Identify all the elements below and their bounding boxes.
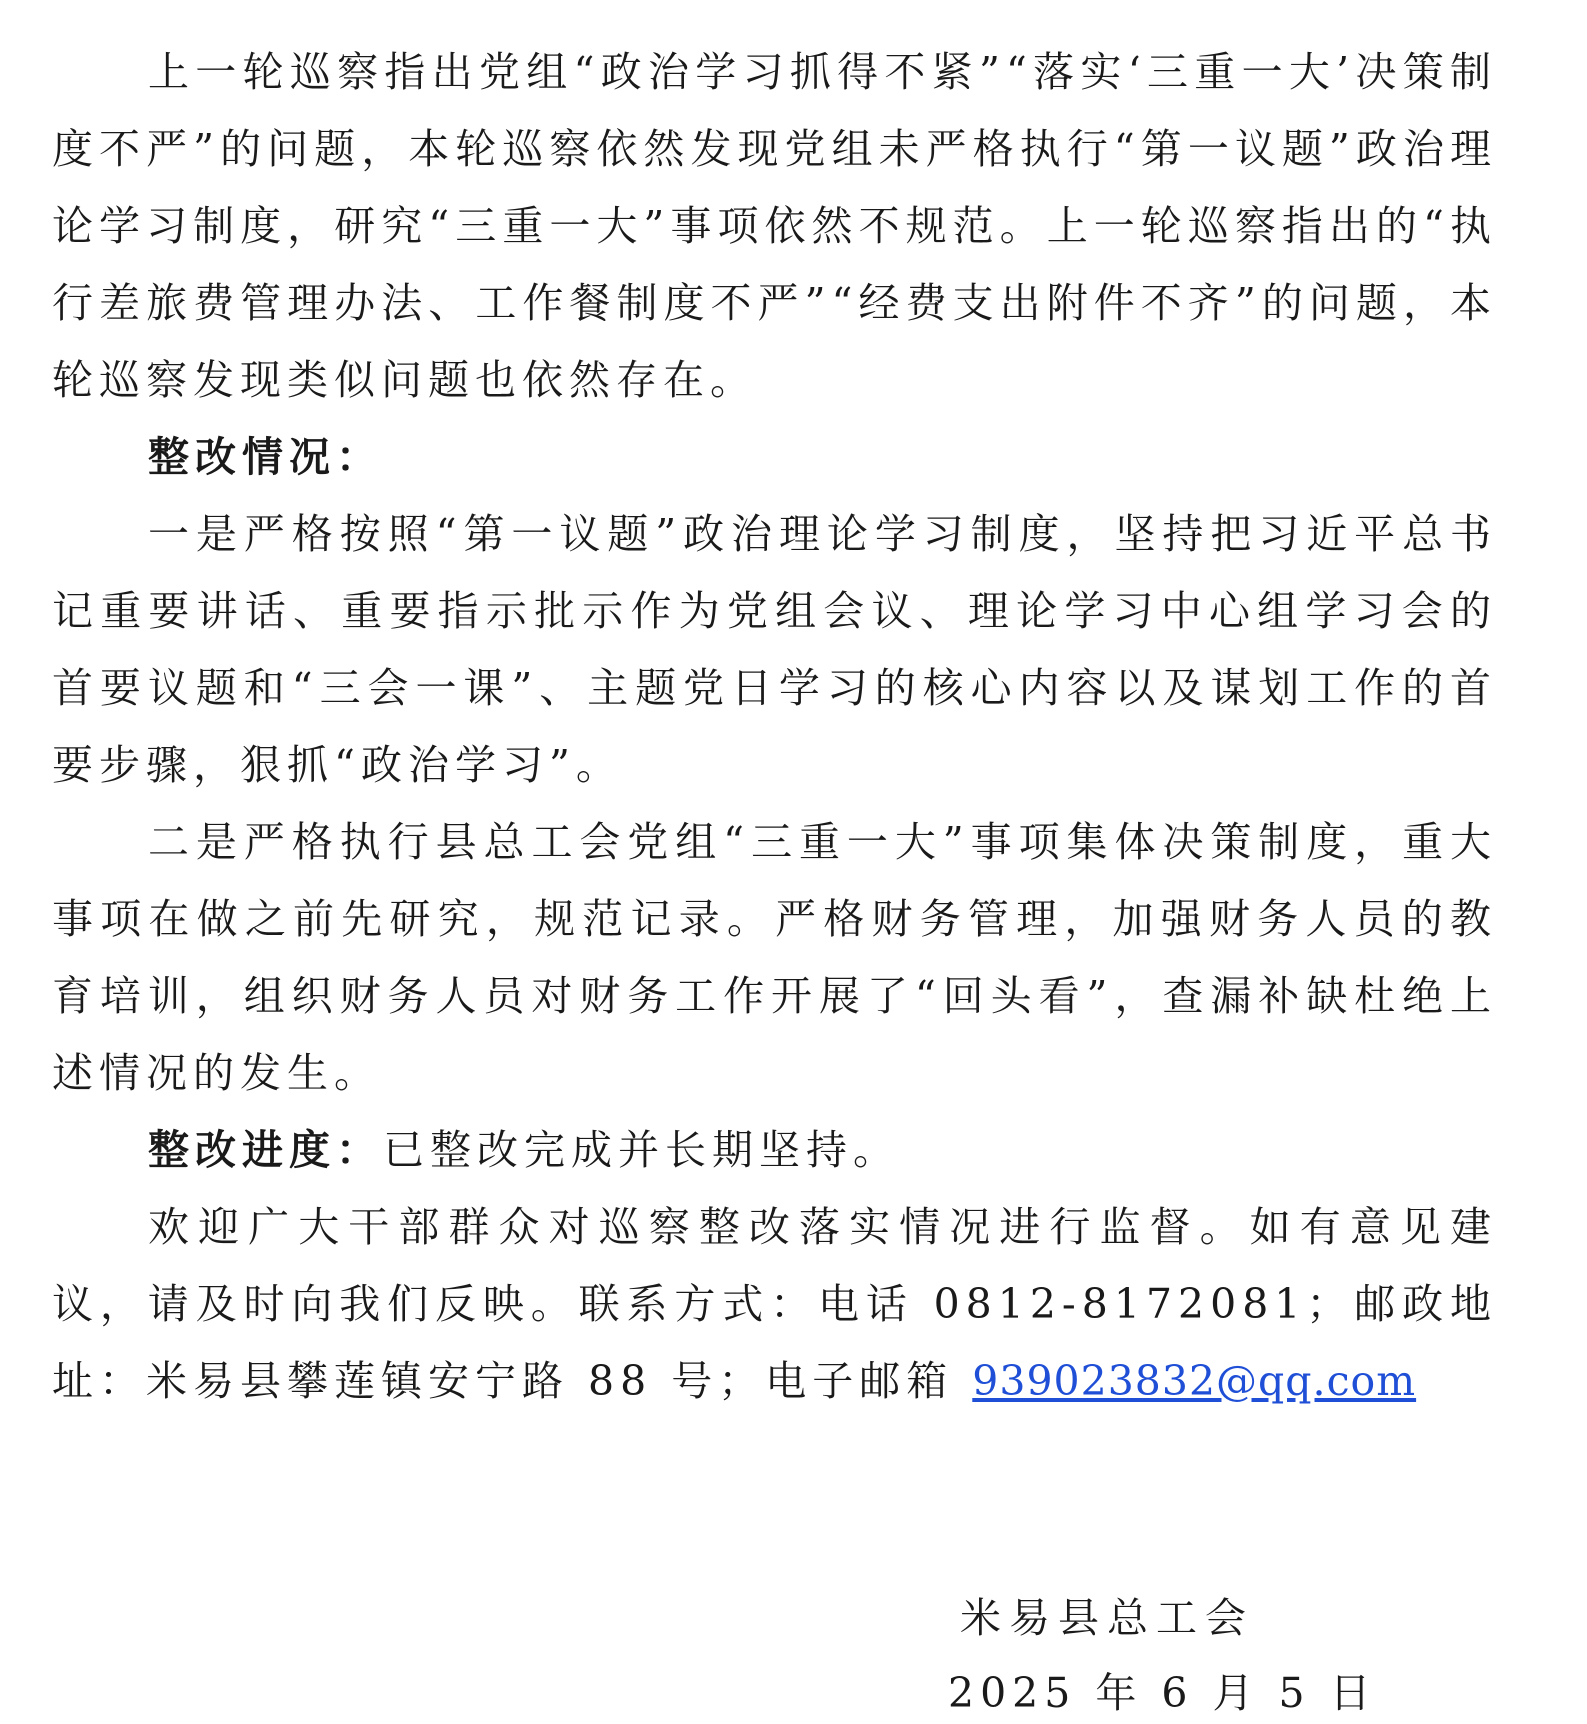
paragraph-issue: 上一轮巡察指出党组“政治学习抓得不紧”“落实‘三重一大’决策制度不严”的问题，本轮巡察依然发现党组未严格执行“第一议题”政治理论学习制度，研究“三重一大”事项依然不规范。上一轮巡察指出的“执行差旅费管理办法、工作餐制度不严”“经费支出附件不齐”的问题，本轮巡察发现类似问题也依然存在。 xyxy=(52,48,1497,404)
progress-value: 已整改完成并长期坚持。 xyxy=(383,1126,900,1174)
document-body xyxy=(52,34,1497,1420)
email-link[interactable]: 939023832@qq.com xyxy=(972,1357,1417,1405)
supervision-text: 欢迎广大干部群众对巡察整改落实情况进行监督。如有意见建议，请及时向我们反映。联系方式：电话 0812-8172081；邮政地址：米易县攀莲镇安宁路 88 号；电子邮箱 xyxy=(52,1203,1497,1405)
progress-line xyxy=(52,1112,1497,1189)
paragraph-supervision xyxy=(52,1189,1497,1420)
progress-label: 整改进度： xyxy=(148,1126,383,1174)
paragraph-measure-two: 二是严格执行县总工会党组“三重一大”事项集体决策制度，重大事项在做之前先研究，规范记录。严格财务管理，加强财务人员的教育培训，组织财务人员对财务工作开展了“回头看”，查漏补缺杜绝上述情况的发生。 xyxy=(52,818,1497,1097)
signature-date: 2025 年 6 月 5 日 xyxy=(948,1669,1377,1717)
heading-rectification: 整改情况： xyxy=(148,433,383,481)
signature-organization: 米易县总工会 xyxy=(960,1594,1254,1642)
paragraph-measure-one: 一是严格按照“第一议题”政治理论学习制度，坚持把习近平总书记重要讲话、重要指示批示作为党组会议、理论学习中心组学习会的首要议题和“三会一课”、主题党日学习的核心内容以及谋划工作的首要步骤，狠抓“政治学习”。 xyxy=(52,510,1497,789)
